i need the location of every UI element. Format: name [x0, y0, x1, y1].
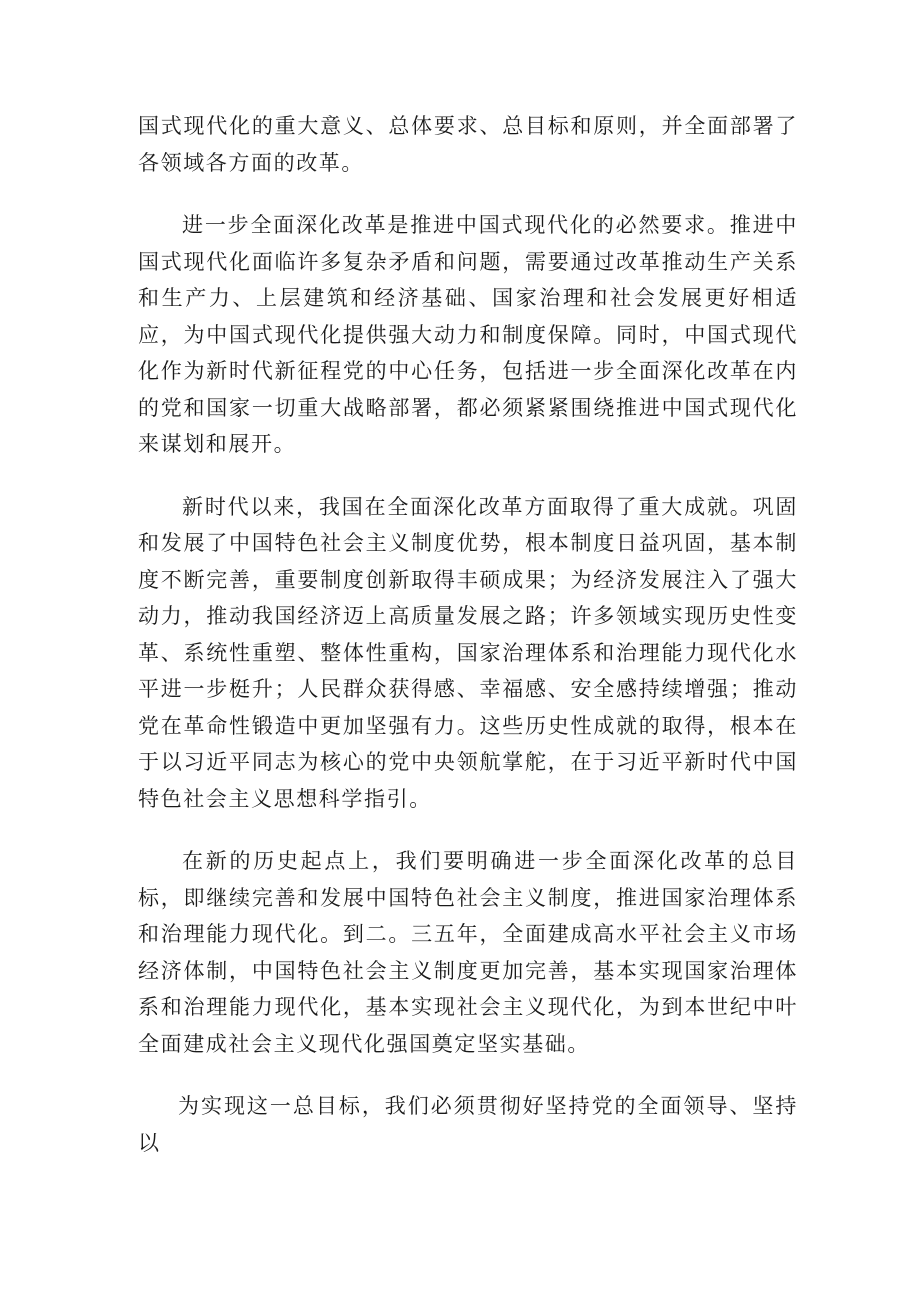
paragraph-continuation: 国式现代化的重大意义、总体要求、总目标和原则，并全面部署了各领域各方面的改革。	[138, 114, 798, 175]
paragraph-overall-goal: 在新的历史起点上，我们要明确进一步全面深化改革的总目标，即继续完善和发展中国特色社会主义制度，推进国家治理体系和治理能力现代化。到二。三五年，全面建成高水平社会主义市场经济体制，中国特色社会主义制度更加完善，基本实现国家治理体系和治理能力现代化，基本实现社会主义现代化，为到本世纪中叶全面建成社会主义现代化强国奠定坚实基础。	[138, 849, 798, 1056]
paragraph-principles: 为实现这一总目标，我们必须贯彻好坚持党的全面领导、坚持以	[138, 1094, 798, 1155]
paragraph-achievements: 新时代以来，我国在全面深化改革方面取得了重大成就。巩固和发展了中国特色社会主义制度优势，根本制度日益巩固，基本制度不断完善，重要制度创新取得丰硕成果；为经济发展注入了强大动力，推动我国经济迈上高质量发展之路；许多领域实现历史性变革、系统性重塑、整体性重构，国家治理体系和治理能力现代化水平进一步梃升；人民群众获得感、幸福感、安全感持续增强；推动党在革命性锻造中更加坚强有力。这些历史性成就的取得，根本在于以习近平同志为核心的党中央领航掌舵，在于习近平新时代中国特色社会主义思想科学指引。	[138, 494, 798, 811]
document-body	[138, 108, 798, 1187]
paragraph-reform-requirement: 进一步全面深化改革是推进中国式现代化的必然要求。推进中国式现代化面临许多复杂矛盾和问题，需要通过改革推动生产关系和生产力、上层建筑和经济基础、国家治理和社会发展更好相适应，为中国式现代化提供强大动力和制度保障。同时，中国式现代化作为新时代新征程党的中心任务，包括进一步全面深化改革在内的党和国家一切重大战略部署，都必须紧紧围绕推进中国式现代化来谋划和展开。	[138, 213, 798, 456]
